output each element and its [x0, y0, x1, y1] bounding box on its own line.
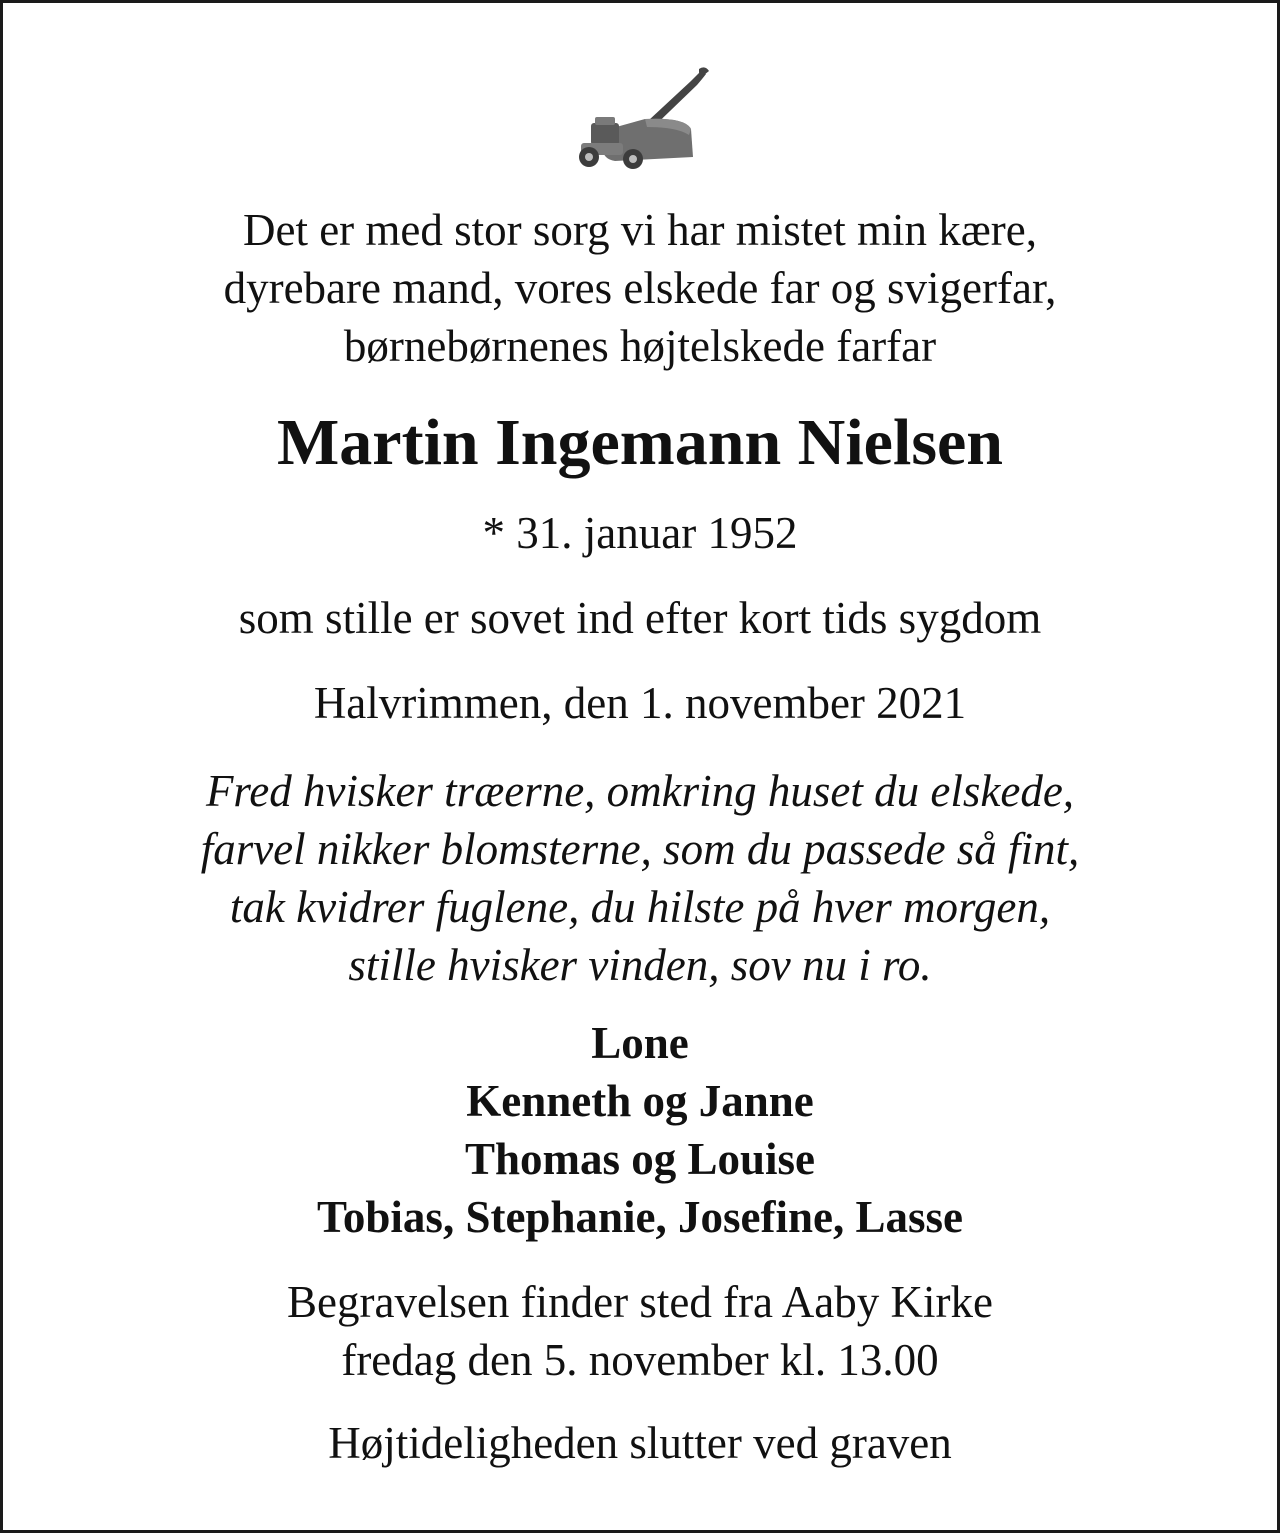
- intro-line: børnebørnenes højtelskede farfar: [343, 321, 937, 371]
- family-line: Thomas og Louise: [464, 1134, 816, 1184]
- passing-text: som stille er sovet ind efter kort tids sygdom: [238, 593, 1042, 643]
- verse-line: farvel nikker blomsterne, som du passede så fint,: [200, 824, 1080, 874]
- family-line: Kenneth og Janne: [466, 1076, 814, 1126]
- funeral-line: fredag den 5. november kl. 13.00: [341, 1335, 939, 1385]
- lawn-mower-icon: [573, 65, 713, 175]
- verse-line: stille hvisker vinden, sov nu i ro.: [348, 940, 932, 990]
- verse-line: tak kvidrer fuglene, du hilste på hver morgen,: [229, 882, 1051, 932]
- intro-line: Det er med stor sorg vi har mistet min kære,: [242, 205, 1038, 255]
- deceased-name: Martin Ingemann Nielsen: [277, 406, 1003, 479]
- mower-engine: [591, 123, 619, 145]
- funeral-line: Begravelsen finder sted fra Aaby Kirke: [287, 1277, 993, 1327]
- intro-text: [3, 201, 1277, 375]
- mower-wheel-front-hub: [585, 153, 593, 161]
- family-signatures: [3, 1014, 1277, 1246]
- funeral-info: [3, 1273, 1277, 1389]
- closing-note: Højtideligheden slutter ved graven: [328, 1418, 952, 1468]
- memorial-verse: [3, 762, 1277, 994]
- intro-line: dyrebare mand, vores elskede far og svigerfar,: [223, 263, 1057, 313]
- place-and-date: Halvrimmen, den 1. november 2021: [313, 678, 967, 728]
- mower-wheel-rear-hub: [629, 155, 637, 163]
- family-line: Lone: [591, 1018, 689, 1068]
- family-line: Tobias, Stephanie, Josefine, Lasse: [317, 1192, 963, 1242]
- mower-engine-top: [595, 117, 615, 125]
- verse-line: Fred hvisker træerne, omkring huset du elskede,: [205, 766, 1075, 816]
- birth-date: * 31. januar 1952: [482, 508, 798, 558]
